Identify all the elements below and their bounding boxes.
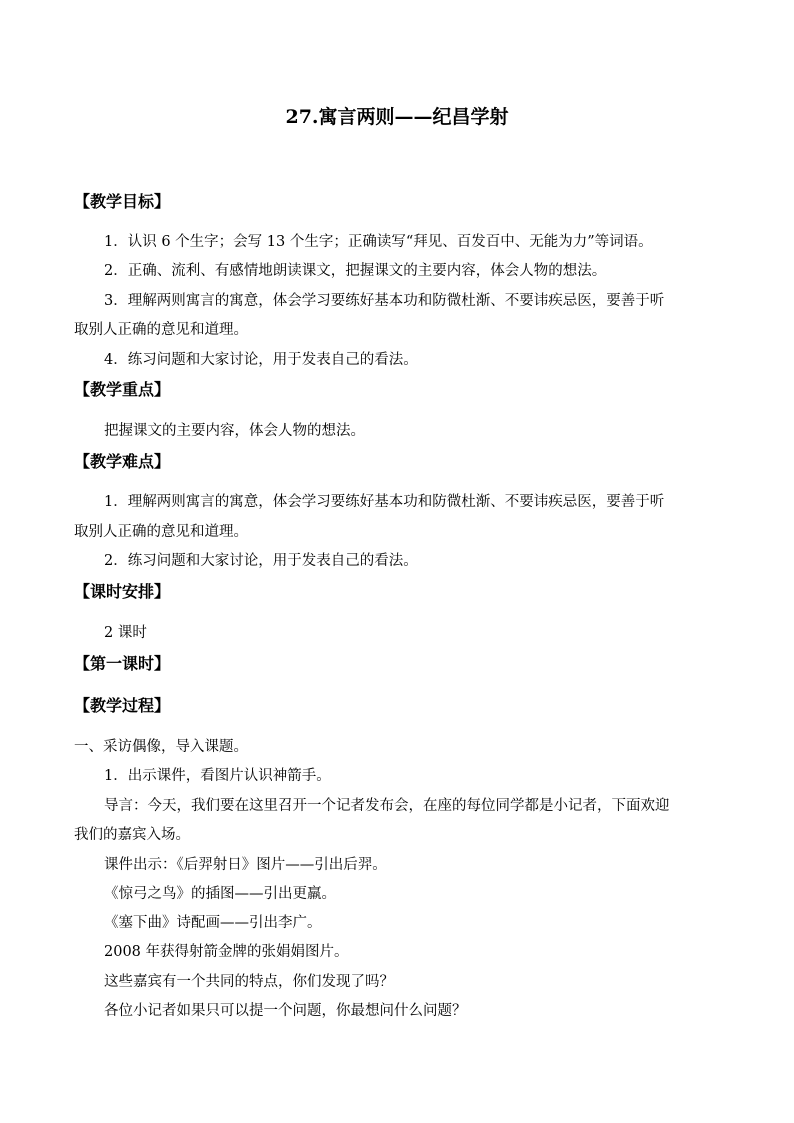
process-line: 一、采访偶像，导入课题。 xyxy=(74,739,248,755)
heading-teaching-process: 【教学过程】 xyxy=(74,696,171,715)
process-line: 课件出示：《后羿射日》图片——引出后羿。 xyxy=(104,857,387,873)
key-points-text: 把握课文的主要内容，体会人物的想法。 xyxy=(104,423,365,439)
goal-item-3: 3．理解两则寓言的寓意，体会学习要练好基本功和防微杜渐、不要讳疾忌医，要善于听 xyxy=(104,293,665,309)
heading-key-points: 【教学重点】 xyxy=(74,380,171,399)
process-line: 《惊弓之鸟》的插图——引出更羸。 xyxy=(104,886,336,902)
process-line: 我们的嘉宾入场。 xyxy=(74,827,190,843)
goal-item-4: 4．练习问题和大家讨论，用于发表自己的看法。 xyxy=(104,352,418,368)
process-line: 《塞下曲》诗配画——引出李广。 xyxy=(104,915,322,931)
difficulty-item-1-continued: 取别人正确的意见和道理。 xyxy=(74,524,248,540)
goal-item-2: 2．正确、流利、有感情地朗读课文，把握课文的主要内容，体会人物的想法。 xyxy=(104,263,607,279)
difficulty-item-2: 2．练习问题和大家讨论，用于发表自己的看法。 xyxy=(104,553,418,569)
heading-difficulties: 【教学难点】 xyxy=(74,452,171,471)
process-line: 2008 年获得射箭金牌的张娟娟图片。 xyxy=(104,944,349,960)
heading-schedule: 【课时安排】 xyxy=(74,582,171,601)
document-title: 27.寓言两则——纪昌学射 xyxy=(285,106,509,128)
heading-teaching-goals: 【教学目标】 xyxy=(74,192,171,211)
process-line: 各位小记者如果只可以提一个问题，你最想问什么问题？ xyxy=(104,1003,467,1019)
heading-first-lesson: 【第一课时】 xyxy=(74,654,171,673)
difficulty-item-1: 1．理解两则寓言的寓意，体会学习要练好基本功和防微杜渐、不要讳疾忌医，要善于听 xyxy=(104,494,665,510)
schedule-text: 2 课时 xyxy=(104,625,147,641)
process-line: 这些嘉宾有一个共同的特点，你们发现了吗？ xyxy=(104,974,394,990)
goal-item-1: 1．认识 6 个生字；会写 13 个生字；正确读写“拜见、百发百中、无能为力”等词语。 xyxy=(104,234,653,250)
process-line: 导言：今天，我们要在这里召开一个记者发布会，在座的每位同学都是小记者，下面欢迎 xyxy=(104,798,670,814)
goal-item-3-continued: 取别人正确的意见和道理。 xyxy=(74,322,248,338)
process-line: 1．出示课件，看图片认识神箭手。 xyxy=(104,768,331,784)
